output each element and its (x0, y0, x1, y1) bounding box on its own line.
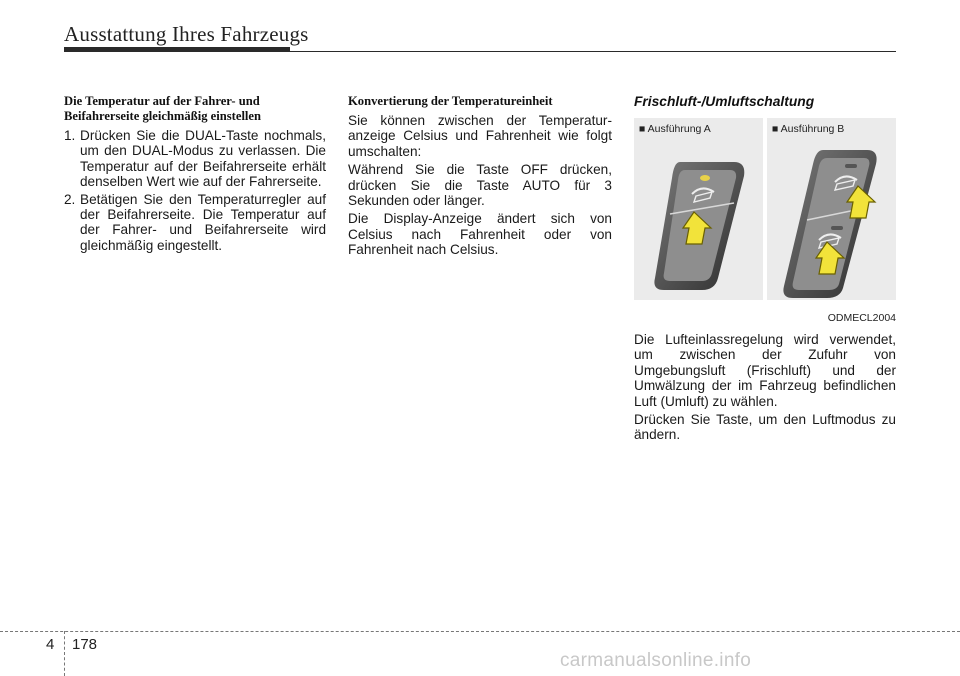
figure-panel-a (634, 118, 763, 300)
column-1 (64, 94, 326, 255)
indicator-led-lower (831, 226, 843, 230)
watermark: carmanualsonline.info (560, 650, 752, 671)
column-2 (348, 94, 612, 261)
list-item (64, 128, 326, 190)
list-item-number: 1. (64, 128, 76, 143)
section-title-line-2: Beifahrerseite gleichmäßig einstellen (64, 109, 262, 123)
indicator-led-a (700, 175, 710, 181)
panel-label-b: ■ Ausführung B (772, 123, 845, 135)
figure-panel-b (767, 118, 896, 300)
section-title-temp-unit: Konvertierung der Temperatureinheit (348, 94, 553, 108)
button-illustration-b (767, 118, 896, 300)
section-title-dual-temp (64, 94, 326, 124)
panel-label-a: ■ Ausführung A (639, 123, 711, 135)
footer-dashed-divider (64, 631, 65, 676)
list-item (64, 192, 326, 254)
paragraph: Drücken Sie Taste, um den Luftmodus zu ändern. (634, 412, 896, 443)
header-rule-thin (64, 51, 896, 52)
chapter-number: 4 (46, 636, 55, 653)
section-title-line-1: Die Temperatur auf der Fahrer- und (64, 94, 260, 108)
list-item-text: Betätigen Sie den Temperaturregler auf der Beifahrerseite. Die Temperatur auf der Fahrer- und Beifahrerseite wird gleichmäßig eingestellt. (80, 191, 326, 253)
paragraph: Die Display-Anzeige ändert sich von Celsius nach Fahrenheit oder von Fahrenheit nach Celsius. (348, 211, 612, 258)
list-item-text: Drücken Sie die DUAL-Taste nochmals, um den DUAL-Modus zu verlassen. Die Temperatur auf der Beifahrerseite erhält denselben Wert wie auf der Fahrerseite. (80, 128, 326, 190)
paragraph: Während Sie die Taste OFF drücken, drücken Sie die Taste AUTO für 3 Sekunden oder länger. (348, 162, 612, 209)
column-3 (634, 94, 896, 446)
list-item-number: 2. (64, 191, 76, 207)
paragraph: Die Lufteinlassregelung wird verwendet, um zwischen der Zufuhr von Umgebungsluft (Frischluft) und der Umwälzung der im Fahrzeug befindlichen Luft (Umluft) zu wählen. (634, 332, 896, 409)
indicator-led-upper (845, 164, 857, 168)
page-header-title: Ausstattung Ihres Fahrzeugs (64, 22, 309, 46)
section-title-air-intake: Frischluft-/Umluftschaltung (634, 94, 815, 109)
paragraph: Sie können zwischen der Temperatur-anzeige Celsius und Fahrenheit wie folgt umschalten: (348, 113, 612, 159)
footer-dashed-rule (0, 631, 960, 632)
figure-code: ODMECL2004 (827, 312, 896, 324)
button-illustration-a (634, 118, 763, 300)
page-number: 178 (72, 636, 98, 653)
air-intake-figure (634, 118, 896, 324)
